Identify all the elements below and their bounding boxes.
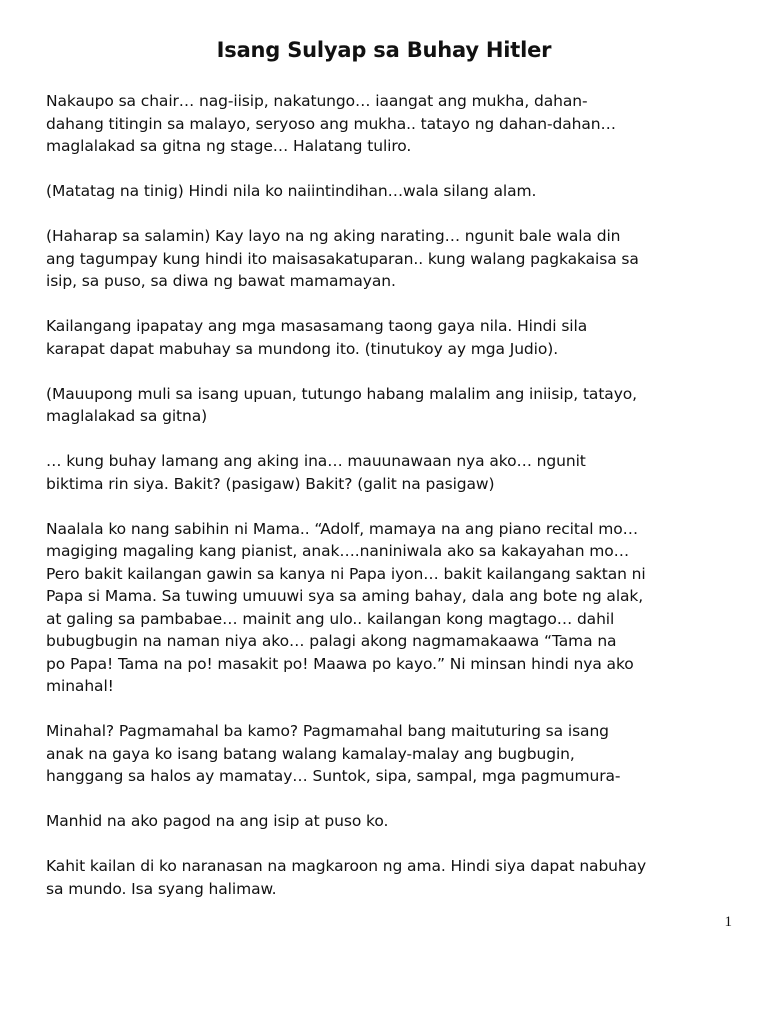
paragraph-10	[46, 855, 730, 900]
paragraph-2	[46, 180, 730, 203]
text-line: Minahal? Pagmamahal ba kamo? Pagmamahal bang maituturing sa isang	[46, 722, 609, 740]
paragraph-8	[46, 720, 730, 788]
text-line: po Papa! Tama na po! masakit po! Maawa po kayo.” Ni minsan hindi nya ako	[46, 654, 634, 673]
text-line: anak na gaya ko isang batang walang kamalay-malay ang bugbugin,	[46, 744, 575, 763]
text-line: Kailangang ipapatay ang mga masasamang taong gaya nila. Hindi sila	[46, 317, 588, 335]
text-line: (Haharap sa salamin) Kay layo na ng aking narating… ngunit bale wala din	[46, 227, 621, 245]
text-line: Manhid na ako pagod na ang isip at puso ko.	[46, 812, 389, 830]
paragraph-6	[46, 450, 730, 495]
text-line: minahal!	[46, 677, 114, 695]
text-line: maglalakad sa gitna ng stage… Halatang tuliro.	[46, 137, 412, 155]
text-line: ang tagumpay kung hindi ito maisasakatuparan.. kung walang pagkakaisa sa	[46, 249, 639, 268]
paragraph-3	[46, 225, 730, 293]
text-line: (Matatag na tinig) Hindi nila ko naiintindihan…wala silang alam.	[46, 182, 537, 200]
text-line: Papa si Mama. Sa tuwing umuuwi sya sa aming bahay, dala ang bote ng alak,	[46, 587, 644, 605]
text-line: at galing sa pambabae… mainit ang ulo.. kailangan kong magtago… dahil	[46, 609, 615, 628]
text-line: hanggang sa halos ay mamatay… Suntok, sipa, sampal, mga pagmumura-	[46, 767, 621, 785]
text-line: maglalakad sa gitna)	[46, 407, 208, 425]
text-line: karapat dapat mabuhay sa mundong ito. (tinutukoy ay mga Judio).	[46, 339, 559, 358]
text-line: Kahit kailan di ko naranasan na magkaroon ng ama. Hindi siya dapat nabuhay	[46, 857, 647, 875]
text-line: Naalala ko nang sabihin ni Mama.. “Adolf, mamaya na ang piano recital mo…	[46, 519, 639, 538]
text-line: Pero bakit kailangan gawin sa kanya ni Papa iyon… bakit kailangang saktan ni	[46, 564, 646, 583]
text-line: sa mundo. Isa syang halimaw.	[46, 879, 277, 898]
text-line: isip, sa puso, sa diwa ng bawat mamamayan.	[46, 272, 396, 290]
paragraph-9	[46, 810, 730, 833]
page-number: 1	[724, 914, 732, 930]
document-title: Isang Sulyap sa Buhay Hitler	[216, 38, 552, 62]
text-line: biktima rin siya. Bakit? (pasigaw) Bakit? (galit na pasigaw)	[46, 474, 495, 493]
text-line: Nakaupo sa chair… nag-iisip, nakatungo… iaangat ang mukha, dahan-	[46, 92, 588, 110]
text-line: dahang titingin sa malayo, seryoso ang mukha.. tatayo ng dahan-dahan…	[46, 114, 616, 133]
text-line: … kung buhay lamang ang aking ina… mauunawaan nya ako… ngunit	[46, 452, 586, 470]
paragraph-7	[46, 518, 730, 698]
paragraph-4	[46, 315, 730, 360]
text-line: (Mauupong muli sa isang upuan, tutungo habang malalim ang iniisip, tatayo,	[46, 384, 637, 403]
text-line: bubugbugin na naman niya ako… palagi akong nagmamakaawa “Tama na	[46, 632, 617, 650]
document-body	[46, 90, 730, 923]
text-line: magiging magaling kang pianist, anak….naniniwala ako sa kakayahan mo…	[46, 542, 630, 560]
paragraph-1	[46, 90, 730, 158]
paragraph-5	[46, 383, 730, 428]
